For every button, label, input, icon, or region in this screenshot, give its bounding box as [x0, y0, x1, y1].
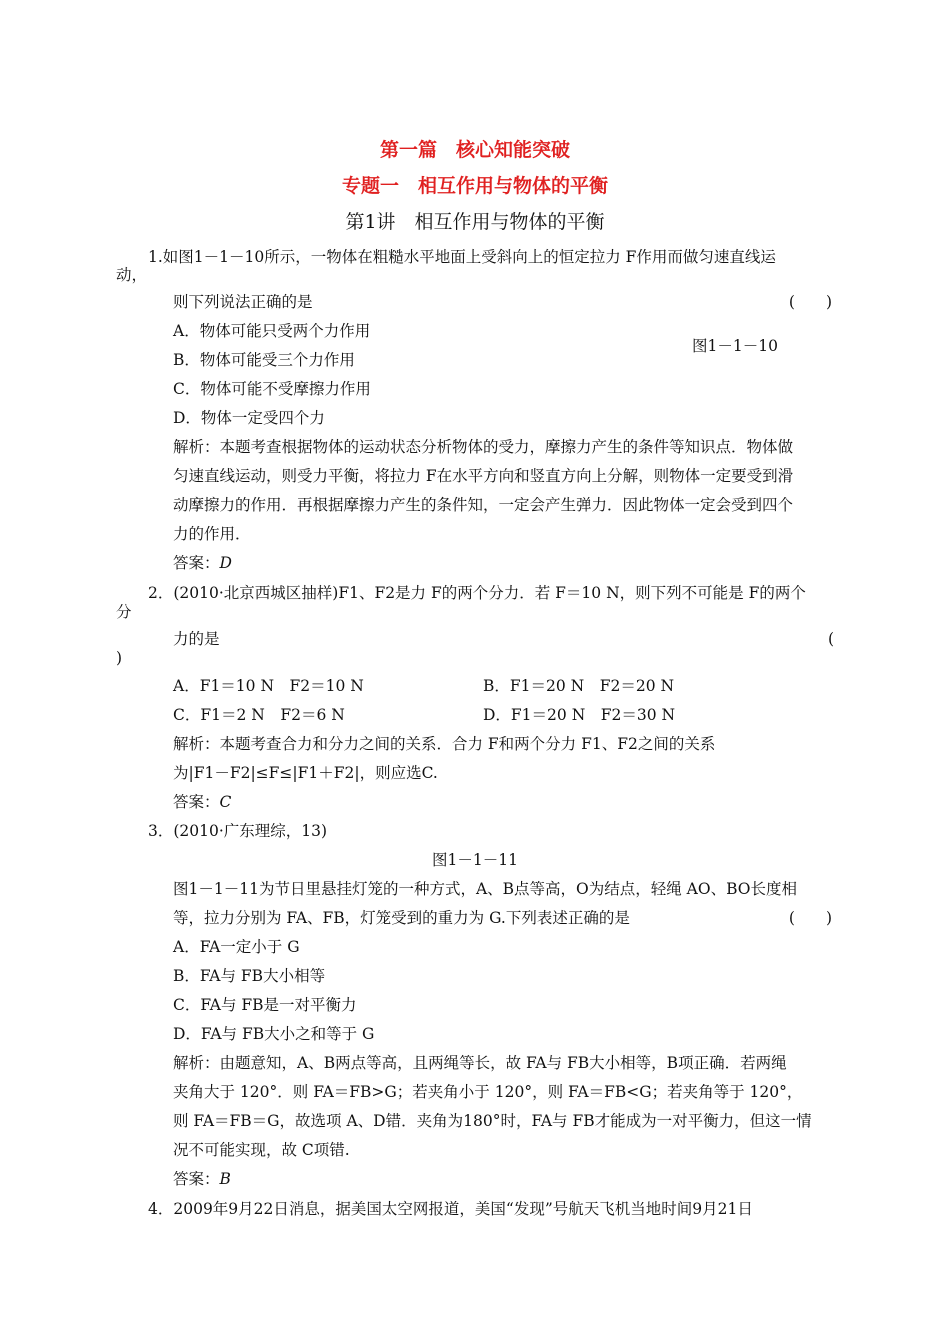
q4-stem-line1: 4．2009年9月22日消息，据美国太空网报道，美国“发现”号航天飞机当地时间9月21日: [148, 1200, 753, 1218]
part-title: 第一篇 核心知能突破: [379, 139, 570, 161]
q3-stem-line3: 等，拉力分别为 FA、FB，灯笼受到的重力为 G.下列表述正确的是: [173, 909, 630, 927]
q2-option-c: C．F1＝2 N F2＝6 N: [173, 706, 345, 724]
q3-answer-paren: ( ): [788, 909, 832, 927]
q2-analysis-line1: 解析：本题考查合力和分力之间的关系．合力 F和两个分力 F1、F2之间的关系: [173, 735, 716, 753]
q1-stem-line1: 1.如图1－1－10所示，一物体在粗糙水平地面上受斜向上的恒定拉力 F作用而做匀速直线运: [148, 248, 776, 266]
q1-option-b: B．物体可能受三个力作用: [173, 351, 355, 369]
q3-option-b: B．FA与 FB大小相等: [173, 967, 326, 985]
q2-option-d: D．F1＝20 N F2＝30 N: [483, 706, 676, 724]
q2-stem-line1: 2．(2010·北京西城区抽样)F1、F2是力 F的两个分力．若 F＝10 N，则下列不可能是 F的两个: [148, 584, 806, 602]
q1-figure-label: 图1－1－10: [692, 337, 778, 355]
q2-stem-wrap: 分: [116, 603, 132, 621]
q3-option-d: D．FA与 FB大小之和等于 G: [173, 1025, 375, 1043]
q2-option-b: B．F1＝20 N F2＝20 N: [483, 677, 675, 695]
q2-analysis-line2: 为|F1－F2|≤F≤|F1＋F2|，则应选C.: [173, 764, 438, 782]
q3-stem-line2: 图1－1－11为节日里悬挂灯笼的一种方式，A、B点等高，O为结点，轻绳 AO、BO长度相: [173, 880, 797, 898]
q3-analysis-line1: 解析：由题意知，A、B两点等高，且两绳等长，故 FA与 FB大小相等，B项正确．若两绳: [173, 1054, 787, 1072]
q1-option-c: C．物体可能不受摩擦力作用: [173, 380, 371, 398]
q1-stem-wrap: 动，: [116, 266, 148, 284]
q1-analysis-line3: 动摩擦力的作用．再根据摩擦力产生的条件知，一定会产生弹力．因此物体一定会受到四个: [173, 496, 794, 514]
q3-option-c: C．FA与 FB是一对平衡力: [173, 996, 357, 1014]
lecture-title: 第1讲 相互作用与物体的平衡: [345, 211, 605, 233]
q3-analysis-line4: 况不可能实现，故 C项错.: [173, 1141, 350, 1159]
q1-answer-paren: ( ): [788, 293, 832, 311]
q3-option-a: A．FA一定小于 G: [173, 938, 300, 956]
q1-analysis-line2: 匀速直线运动，则受力平衡，将拉力 F在水平方向和竖直方向上分解，则物体一定要受到滑: [173, 467, 794, 485]
q1-option-a: A．物体可能只受两个力作用: [173, 322, 371, 340]
q1-option-d: D．物体一定受四个力: [173, 409, 325, 427]
q2-option-a: A．F1＝10 N F2＝10 N: [173, 677, 364, 695]
q1-stem-line2: 则下列说法正确的是: [173, 293, 313, 311]
q3-analysis-line3: 则 FA＝FB＝G，故选项 A、D错．夹角为180°时，FA与 FB才能成为一对平衡力，但这一情: [173, 1112, 812, 1130]
q1-analysis-line4: 力的作用．: [173, 525, 251, 543]
q3-answer: 答案：B: [173, 1170, 231, 1188]
q2-stem-line2: 力的是: [173, 630, 220, 648]
q2-answer: 答案：C: [173, 793, 232, 811]
q3-stem-line1: 3．(2010·广东理综，13): [148, 822, 328, 840]
q3-figure-label: 图1－1－11: [432, 851, 518, 869]
q1-analysis-line1: 解析：本题考查根据物体的运动状态分析物体的受力，摩擦力产生的条件等知识点．物体做: [173, 438, 794, 456]
q3-analysis-line2: 夹角大于 120°．则 FA＝FB>G；若夹角小于 120°，则 FA＝FB<G；若夹角等于 120°，: [173, 1083, 803, 1101]
topic-title: 专题一 相互作用与物体的平衡: [341, 175, 608, 197]
q2-paren-open: (: [828, 630, 835, 648]
q2-paren-close: ): [116, 649, 123, 667]
q1-answer: 答案：D: [173, 554, 232, 572]
